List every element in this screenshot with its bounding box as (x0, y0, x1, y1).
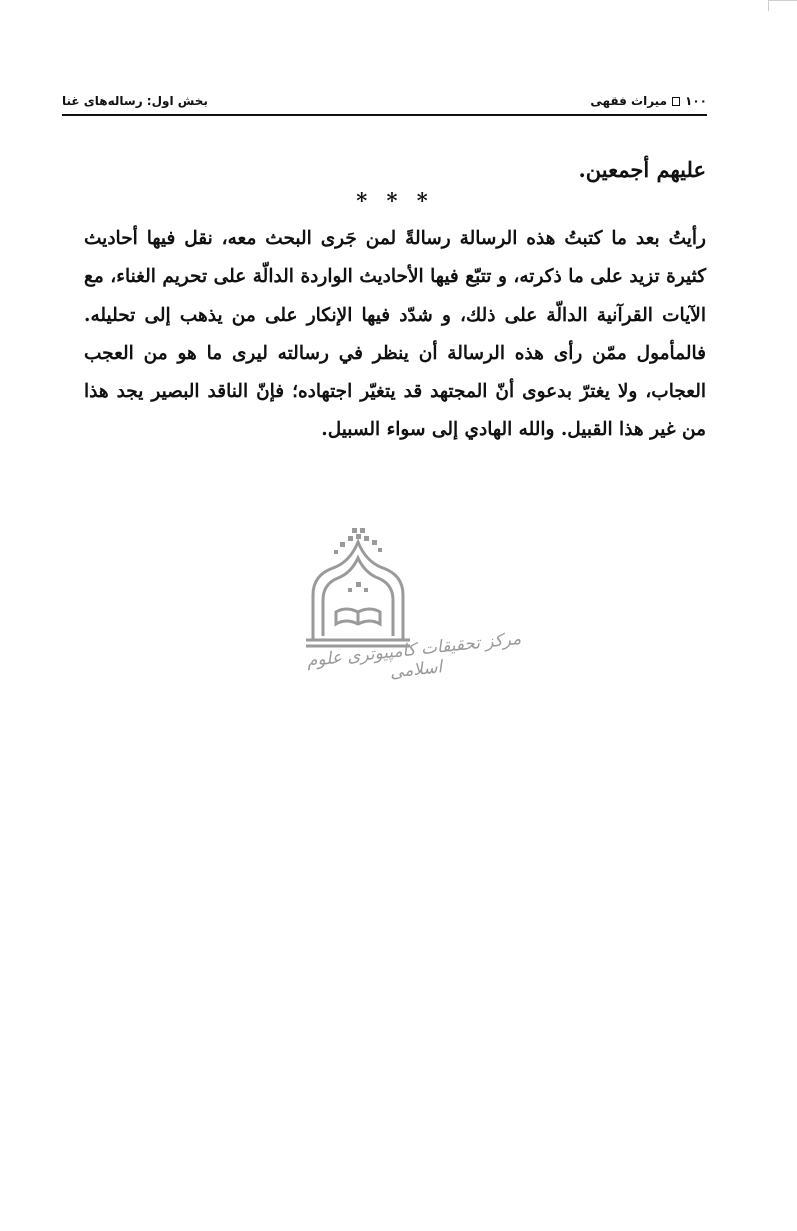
closing-line: عليهم أجمعين. (578, 157, 706, 182)
body-paragraph: رأيتُ بعد ما كتبتُ هذه الرسالة رسالةً لمن جَرى البحث معه، نقل فيها أحاديث كثيرة تزيد على ما ذكرته، و تتبّع فيها الأحاديث الواردة الدالّة على تحريم الغناء، مع الآيات القرآنية الدالّة على ذلك، و شدّد فيها الإنكار على من يذهب إلى تحليله. فالمأمول ممّن رأى هذه الرسالة أن ينظر في رسالته ليرى ما هو من العجب العجاب، ولا يغترّ بدعوى أنّ المجتهد قد يتغيّر اجتهاده؛ فإنّ الناقد البصير يجد هذا من غير هذا القبيل. والله الهادي إلى سواء السبيل. (84, 228, 706, 441)
page-body (84, 150, 706, 450)
square-bullet-icon (672, 97, 680, 106)
header-page-info (590, 94, 707, 108)
scan-corner-mark (768, 0, 797, 11)
page-number: ١٠٠ (685, 94, 707, 108)
book-title: میراث فقهی (590, 94, 668, 108)
watermark-caption: مرکز تحقیقات کامپیوتری علوم اسلامی (305, 628, 523, 683)
section-title: بخش اول: رساله‌های غنا (62, 94, 208, 108)
page-header (62, 88, 707, 116)
asterisk-separator: * * * (356, 188, 434, 213)
